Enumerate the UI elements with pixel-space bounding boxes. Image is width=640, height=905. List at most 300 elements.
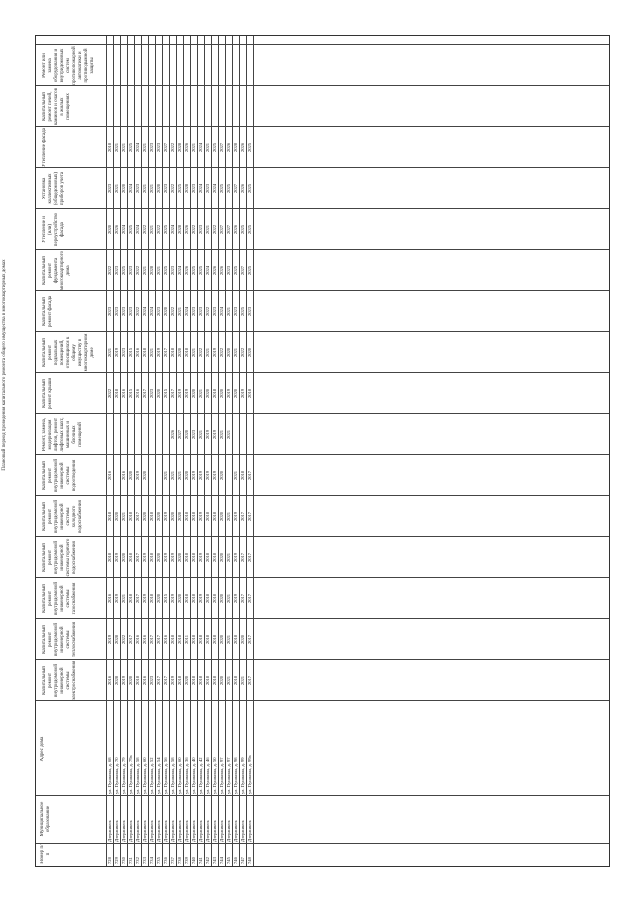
year-cell: 2020 xyxy=(142,511,147,522)
year-cell: 2026 xyxy=(170,429,175,440)
year-cell: 2017 xyxy=(247,634,252,645)
work-type-header: Утепление фасада xyxy=(42,128,47,167)
year-cell: 2024 xyxy=(219,306,224,317)
row-address: ул. Пушкина, д. 99 xyxy=(240,757,245,794)
row-municipality: Дзержинск xyxy=(107,820,112,842)
year-cell: 2026 xyxy=(184,265,189,276)
year-cell: 2019 xyxy=(198,552,203,563)
year-cell: 2024 xyxy=(198,142,203,153)
year-cell: 2020 xyxy=(156,593,161,604)
year-cell: 2027 xyxy=(219,224,224,235)
row-number: 738 xyxy=(177,857,182,864)
year-cell: 2026 xyxy=(240,183,245,194)
year-cell: 2017 xyxy=(135,593,140,604)
year-cell: 2018 xyxy=(184,552,189,563)
year-cell: 2023 xyxy=(191,183,196,194)
year-cell: 2019 xyxy=(198,593,203,604)
year-cell: 2025 xyxy=(177,183,182,194)
year-cell: 2016 xyxy=(107,593,112,604)
year-cell: 2024 xyxy=(198,183,203,194)
year-cell: 2024 xyxy=(121,224,126,235)
plan-title: Плановый период проведения капитального ремонта общего имущества в многоквартирных домах xyxy=(2,259,7,471)
year-cell: 2018 xyxy=(198,634,203,645)
work-type-header: Капитальный ремонт фундамента многоквартирного дома xyxy=(42,251,71,290)
row-municipality: Дзержинск xyxy=(219,820,224,842)
year-cell: 2023 xyxy=(114,265,119,276)
year-cell: 2018 xyxy=(205,511,210,522)
year-cell: 2024 xyxy=(212,183,217,194)
year-cell: 2016 xyxy=(107,675,112,686)
row-municipality: Дзержинск xyxy=(170,820,175,842)
year-cell: 2017 xyxy=(240,511,245,522)
year-cell: 2018 xyxy=(212,388,217,399)
year-cell: 2022 xyxy=(191,224,196,235)
year-cell: 2022 xyxy=(135,265,140,276)
year-cell: 2020 xyxy=(219,511,224,522)
year-cell: 2021 xyxy=(163,470,168,481)
work-type-header: Капитальный ремонт внутридомовой инженерной системы теплоснабжения xyxy=(42,622,77,657)
year-cell: 2028 xyxy=(149,265,154,276)
column-divider xyxy=(36,413,609,414)
year-cell: 2018 xyxy=(212,593,217,604)
row-address: ул. Пушкина, д. 42 xyxy=(198,757,203,794)
year-cell: 2025 xyxy=(226,183,231,194)
year-cell: 2024 xyxy=(135,142,140,153)
year-cell: 2020 xyxy=(219,388,224,399)
year-cell: 2023 xyxy=(149,142,154,153)
year-cell: 2018 xyxy=(114,388,119,399)
column-divider xyxy=(36,795,609,796)
year-cell: 2017 xyxy=(247,511,252,522)
work-type-header: Капитальный ремонт внутридомовой инженерной системы горячего водоснабжения xyxy=(42,538,77,577)
header-num: Номер п/п xyxy=(40,844,51,864)
year-cell: 2022 xyxy=(205,306,210,317)
year-cell: 2019 xyxy=(191,470,196,481)
work-type-header: Капитальный ремонт внутридомовой инженерной системы газоснабжения xyxy=(42,581,77,616)
year-cell: 2020 xyxy=(233,388,238,399)
year-cell: 2021 xyxy=(114,142,119,153)
year-cell: 2022 xyxy=(170,142,175,153)
year-cell: 2020 xyxy=(219,593,224,604)
year-cell: 2025 xyxy=(247,224,252,235)
year-cell: 2021 xyxy=(219,429,224,440)
year-cell: 2019 xyxy=(205,429,210,440)
year-cell: 2024 xyxy=(177,265,182,276)
year-cell: 2022 xyxy=(212,224,217,235)
row-number: 740 xyxy=(191,857,196,864)
work-type-header: Установка коллективных (общедомовых) приборов учета xyxy=(42,171,65,206)
row-address: ул. Пушкина, д. 60 xyxy=(177,757,182,794)
year-cell: 2017 xyxy=(240,593,245,604)
work-type-header: Капитальный ремонт печей, каминов и очагов в жилых помещениях xyxy=(42,87,71,126)
year-cell: 2024 xyxy=(142,306,147,317)
year-cell: 2018 xyxy=(205,552,210,563)
year-cell: 2017 xyxy=(135,552,140,563)
year-cell: 2016 xyxy=(121,388,126,399)
year-cell: 2021 xyxy=(121,511,126,522)
year-cell: 2023 xyxy=(226,265,231,276)
year-cell: 2028 xyxy=(233,142,238,153)
year-cell: 2018 xyxy=(149,511,154,522)
year-cell: 2021 xyxy=(240,675,245,686)
row-municipality: Дзержинск xyxy=(177,820,182,842)
column-divider xyxy=(36,372,609,373)
year-cell: 2018 xyxy=(184,511,189,522)
year-cell: 2021 xyxy=(149,224,154,235)
work-type-header: Капитальный ремонт фасада xyxy=(42,295,53,328)
year-cell: 2018 xyxy=(135,675,140,686)
year-cell: 2021 xyxy=(233,470,238,481)
row-number: 731 xyxy=(128,857,133,864)
year-cell: 2017 xyxy=(149,634,154,645)
year-cell: 2020 xyxy=(205,388,210,399)
year-cell: 2024 xyxy=(205,265,210,276)
year-cell: 2015 xyxy=(163,388,168,399)
year-cell: 2019 xyxy=(212,347,217,358)
row-address: ул. Пушкина, д. 46 xyxy=(205,757,210,794)
year-cell: 2026 xyxy=(184,142,189,153)
row-address: ул. Пушкина, д. 70 xyxy=(114,757,119,794)
year-cell: 2024 xyxy=(184,306,189,317)
year-cell: 2019 xyxy=(114,347,119,358)
year-cell: 2025 xyxy=(212,142,217,153)
year-cell: 2025 xyxy=(247,142,252,153)
year-cell: 2021 xyxy=(156,265,161,276)
row-number: 746 xyxy=(233,857,238,864)
year-cell: 2023 xyxy=(191,429,196,440)
year-cell: 2022 xyxy=(156,224,161,235)
year-cell: 2016 xyxy=(135,347,140,358)
year-cell: 2019 xyxy=(198,470,203,481)
row-address: ул. Пушкина, д. 50 xyxy=(212,757,217,794)
year-cell: 2021 xyxy=(177,306,182,317)
year-cell: 2019 xyxy=(205,470,210,481)
year-cell: 2025 xyxy=(121,265,126,276)
year-cell: 2018 xyxy=(107,552,112,563)
capital-repair-table xyxy=(35,35,610,867)
row-municipality: Дзержинск xyxy=(240,820,245,842)
year-cell: 2023 xyxy=(170,265,175,276)
year-cell: 2020 xyxy=(177,552,182,563)
year-cell: 2017 xyxy=(135,511,140,522)
row-municipality: Дзержинск xyxy=(142,820,147,842)
row-address: ул. Пушкина, д. 97 xyxy=(219,757,224,794)
year-cell: 2020 xyxy=(121,552,126,563)
year-cell: 2020 xyxy=(219,470,224,481)
year-cell: 2027 xyxy=(226,224,231,235)
row-number: 732 xyxy=(135,857,140,864)
year-cell: 2015 xyxy=(128,347,133,358)
year-cell: 2018 xyxy=(191,552,196,563)
year-cell: 2020 xyxy=(128,470,133,481)
year-cell: 2018 xyxy=(149,552,154,563)
year-cell: 2020 xyxy=(156,511,161,522)
year-cell: 2023 xyxy=(128,306,133,317)
year-cell: 2021 xyxy=(142,183,147,194)
year-cell: 2020 xyxy=(219,634,224,645)
year-cell: 2018 xyxy=(205,634,210,645)
year-cell: 2020 xyxy=(142,470,147,481)
year-cell: 2019 xyxy=(233,593,238,604)
year-cell: 2021 xyxy=(114,183,119,194)
column-divider xyxy=(36,659,609,660)
year-cell: 2019 xyxy=(240,388,245,399)
work-type-header: Капитальный ремонт внутридомовой инженерной системы водоотведения xyxy=(42,458,77,493)
year-cell: 2021 xyxy=(226,675,231,686)
year-cell: 2017 xyxy=(163,675,168,686)
row-number: 734 xyxy=(149,857,154,864)
row-divider xyxy=(253,36,254,866)
year-cell: 2024 xyxy=(149,306,154,317)
row-number: 739 xyxy=(184,857,189,864)
row-number: 730 xyxy=(121,857,126,864)
row-municipality: Дзержинск xyxy=(184,820,189,842)
row-number: 736 xyxy=(163,857,168,864)
year-cell: 2028 xyxy=(114,634,119,645)
year-cell: 2022 xyxy=(170,183,175,194)
year-cell: 2019 xyxy=(163,511,168,522)
row-address: ул. Пушкина, д. 68 xyxy=(107,757,112,794)
year-cell: 2019 xyxy=(226,388,231,399)
row-number: 741 xyxy=(198,857,203,864)
year-cell: 2016 xyxy=(135,388,140,399)
year-cell: 2019 xyxy=(156,347,161,358)
row-municipality: Дзержинск xyxy=(191,820,196,842)
column-divider xyxy=(36,577,609,578)
year-cell: 2021 xyxy=(177,470,182,481)
year-cell: 2019 xyxy=(170,675,175,686)
year-cell: 2020 xyxy=(170,511,175,522)
year-cell: 2022 xyxy=(219,347,224,358)
year-cell: 2017 xyxy=(247,593,252,604)
year-cell: 2021 xyxy=(226,306,231,317)
year-cell: 2018 xyxy=(142,347,147,358)
year-cell: 2021 xyxy=(226,593,231,604)
year-cell: 2020 xyxy=(219,552,224,563)
year-cell: 2025 xyxy=(240,306,245,317)
year-cell: 2022 xyxy=(107,388,112,399)
column-divider xyxy=(36,331,609,332)
year-cell: 2023 xyxy=(114,306,119,317)
row-address: ул. Пушкина, д. 99а xyxy=(247,755,252,794)
year-cell: 2023 xyxy=(135,183,140,194)
row-municipality: Дзержинск xyxy=(128,820,133,842)
year-cell: 2018 xyxy=(149,593,154,604)
year-cell: 2025 xyxy=(219,183,224,194)
year-cell: 2019 xyxy=(233,552,238,563)
year-cell: 2026 xyxy=(114,224,119,235)
year-cell: 2018 xyxy=(212,675,217,686)
year-cell: 2025 xyxy=(247,265,252,276)
column-divider xyxy=(36,843,609,844)
year-cell: 2020 xyxy=(184,429,189,440)
year-cell: 2021 xyxy=(149,347,154,358)
year-cell: 2021 xyxy=(198,429,203,440)
year-cell: 2016 xyxy=(142,675,147,686)
year-cell: 2017 xyxy=(128,634,133,645)
year-cell: 2021 xyxy=(142,142,147,153)
year-cell: 2025 xyxy=(163,265,168,276)
year-cell: 2020 xyxy=(163,306,168,317)
year-cell: 2018 xyxy=(191,511,196,522)
year-cell: 2020 xyxy=(177,593,182,604)
year-cell: 2026 xyxy=(212,265,217,276)
year-cell: 2021 xyxy=(121,593,126,604)
year-cell: 2023 xyxy=(191,306,196,317)
year-cell: 2023 xyxy=(121,306,126,317)
year-cell: 2021 xyxy=(121,142,126,153)
column-divider xyxy=(36,495,609,496)
column-divider xyxy=(36,618,609,619)
year-cell: 2022 xyxy=(142,224,147,235)
year-cell: 2021 xyxy=(107,347,112,358)
year-cell: 2017 xyxy=(142,388,147,399)
year-cell: 2021 xyxy=(226,634,231,645)
column-divider xyxy=(36,536,609,537)
year-cell: 2026 xyxy=(233,224,238,235)
year-cell: 2021 xyxy=(205,224,210,235)
year-cell: 2028 xyxy=(184,183,189,194)
year-cell: 2018 xyxy=(184,347,189,358)
year-cell: 2027 xyxy=(240,265,245,276)
column-divider xyxy=(36,454,609,455)
year-cell: 2023 xyxy=(198,224,203,235)
work-type-header: Ремонт, замена, модернизация лифтов, ремонт лифтовых шахт, машинных и блочных помещений xyxy=(42,417,83,452)
year-cell: 2021 xyxy=(205,347,210,358)
row-number: 735 xyxy=(156,857,161,864)
year-cell: 2021 xyxy=(226,429,231,440)
year-cell: 2017 xyxy=(156,634,161,645)
column-divider xyxy=(36,44,609,45)
year-cell: 2025 xyxy=(128,142,133,153)
year-cell: 2018 xyxy=(233,675,238,686)
column-divider xyxy=(36,249,609,250)
year-cell: 2028 xyxy=(114,675,119,686)
year-cell: 2020 xyxy=(177,511,182,522)
row-number: 733 xyxy=(142,857,147,864)
year-cell: 2019 xyxy=(170,593,175,604)
year-cell: 2017 xyxy=(247,470,252,481)
row-municipality: Дзержинск xyxy=(198,820,203,842)
year-cell: 2018 xyxy=(107,142,112,153)
year-cell: 2023 xyxy=(247,306,252,317)
year-cell: 2028 xyxy=(177,142,182,153)
year-cell: 2018 xyxy=(191,675,196,686)
work-type-header: Капитальный ремонт внутридомовой инженерной системы электроснабжения xyxy=(42,661,77,700)
year-cell: 2020 xyxy=(226,347,231,358)
year-cell: 2018 xyxy=(198,675,203,686)
year-cell: 2020 xyxy=(128,675,133,686)
work-type-header: Капитальный ремонт крыши xyxy=(42,377,53,410)
row-address: ул. Пушкина, д. 60 xyxy=(142,757,147,794)
row-address: ул. Пушкина, д. 97 xyxy=(226,757,231,794)
row-municipality: Дзержинск xyxy=(114,820,119,842)
row-address: ул. Пушкина, д. 98 xyxy=(233,757,238,794)
year-cell: 2023 xyxy=(163,183,168,194)
year-cell: 2023 xyxy=(212,306,217,317)
year-cell: 2020 xyxy=(156,552,161,563)
year-cell: 2017 xyxy=(247,675,252,686)
year-cell: 2020 xyxy=(191,388,196,399)
row-number: 728 xyxy=(107,857,112,864)
year-cell: 2023 xyxy=(156,306,161,317)
year-cell: 2018 xyxy=(233,634,238,645)
year-cell: 2020 xyxy=(156,388,161,399)
row-address: ул. Пушкина, д. 79 xyxy=(121,757,126,794)
year-cell: 2018 xyxy=(191,593,196,604)
year-cell: 2019 xyxy=(212,429,217,440)
row-number: 745 xyxy=(226,857,231,864)
work-type-header: Утепление и (или) переустройство фасада xyxy=(42,212,65,247)
year-cell: 2019 xyxy=(121,675,126,686)
year-cell: 2026 xyxy=(184,224,189,235)
year-cell: 2025 xyxy=(191,265,196,276)
year-cell: 2021 xyxy=(170,470,175,481)
year-cell: 2018 xyxy=(170,634,175,645)
year-cell: 2018 xyxy=(184,593,189,604)
year-cell: 2022 xyxy=(135,306,140,317)
year-cell: 2022 xyxy=(170,306,175,317)
year-cell: 2019 xyxy=(142,593,147,604)
year-cell: 2020 xyxy=(177,347,182,358)
year-cell: 2025 xyxy=(247,183,252,194)
year-cell: 2019 xyxy=(212,470,217,481)
year-cell: 2026 xyxy=(219,265,224,276)
row-number: 747 xyxy=(240,857,245,864)
row-municipality: Дзержинск xyxy=(163,820,168,842)
row-address: ул. Пушкина, д. 79а xyxy=(128,755,133,794)
row-address: ул. Пушкина, д. 40 xyxy=(191,757,196,794)
row-address: ул. Пушкина, д. 54 xyxy=(156,757,161,794)
year-cell: 2026 xyxy=(240,142,245,153)
year-cell: 2019 xyxy=(170,552,175,563)
year-cell: 2016 xyxy=(107,470,112,481)
year-cell: 2018 xyxy=(191,634,196,645)
row-municipality: Дзержинск xyxy=(247,820,252,842)
row-address: ул. Пушкина, д. 58 xyxy=(170,757,175,794)
year-cell: 2025 xyxy=(233,265,238,276)
year-cell: 2018 xyxy=(128,511,133,522)
row-number: 742 xyxy=(205,857,210,864)
year-cell: 2020 xyxy=(184,675,189,686)
column-divider xyxy=(36,290,609,291)
year-cell: 2019 xyxy=(114,593,119,604)
row-number: 743 xyxy=(212,857,217,864)
year-cell: 2016 xyxy=(121,470,126,481)
year-cell: 2020 xyxy=(240,634,245,645)
year-cell: 2018 xyxy=(170,347,175,358)
column-divider xyxy=(36,85,609,86)
year-cell: 2021 xyxy=(191,142,196,153)
year-cell: 2021 xyxy=(233,347,238,358)
row-municipality: Дзержинск xyxy=(226,820,231,842)
year-cell: 2023 xyxy=(198,306,203,317)
year-cell: 2021 xyxy=(191,347,196,358)
year-cell: 2023 xyxy=(149,675,154,686)
row-municipality: Дзержинск xyxy=(212,820,217,842)
year-cell: 2023 xyxy=(156,142,161,153)
year-cell: 2021 xyxy=(205,142,210,153)
row-address: ул. Пушкина, д. 56 xyxy=(163,757,168,794)
year-cell: 2021 xyxy=(149,183,154,194)
row-address: ул. Пушкина, д. 52 xyxy=(149,757,154,794)
year-cell: 2018 xyxy=(212,634,217,645)
row-address: ул. Пушкина, д. 58 xyxy=(135,757,140,794)
year-cell: 2027 xyxy=(233,183,238,194)
year-cell: 2018 xyxy=(212,511,217,522)
year-cell: 2016 xyxy=(135,634,140,645)
row-municipality: Дзержинск xyxy=(233,820,238,842)
